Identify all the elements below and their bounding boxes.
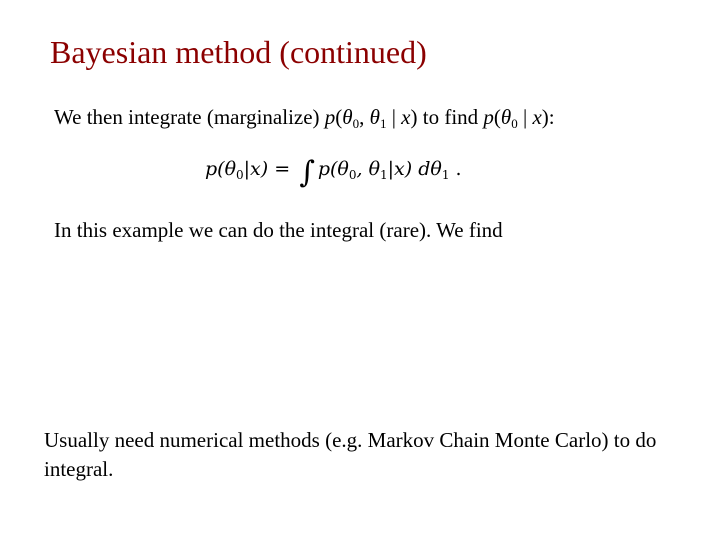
intro-paren-close: ) <box>410 105 418 129</box>
eq-rhs-sub0: 0 <box>348 168 357 182</box>
marginal-equation <box>205 155 462 190</box>
eq-lhs-sub: 0 <box>236 168 244 182</box>
intro-paren-open: ( <box>335 105 343 129</box>
intro-paren-close2: ) <box>541 105 549 129</box>
integral-sign: ∫ <box>299 155 315 190</box>
intro-given: | <box>386 105 402 129</box>
intro-sub1: 1 <box>379 116 387 131</box>
eq-d-sub: 1 <box>441 168 450 182</box>
intro-prefix: We then integrate (marginalize) <box>54 105 325 129</box>
intro-x: x <box>401 105 411 129</box>
example-text: In this example we can do the integral (rare). We find <box>54 218 503 242</box>
intro-p1: p <box>324 105 336 129</box>
eq-lhs: p(θ <box>205 158 237 180</box>
eq-rhs-mid: , θ <box>356 158 381 180</box>
intro-theta0b: θ <box>500 105 512 129</box>
intro-sub0: 0 <box>352 116 360 131</box>
intro-x2: x <box>532 105 542 129</box>
intro-theta1: θ <box>369 105 380 129</box>
slide-title: Bayesian method (continued) <box>50 34 427 70</box>
eq-rhs-rest: |x) dθ <box>387 158 442 180</box>
intro-line <box>54 105 555 132</box>
eq-rhs-sub1: 1 <box>380 168 388 182</box>
intro-given2: | <box>517 105 533 129</box>
intro-colon: : <box>548 105 555 129</box>
intro-p2: p <box>483 105 494 129</box>
footer-text: Usually need numerical methods (e.g. Markov Chain Monte Carlo) to do integral. <box>44 428 657 481</box>
intro-middle: to find <box>417 105 484 129</box>
eq-end: . <box>449 158 462 180</box>
intro-comma: , <box>359 105 370 129</box>
eq-lhs-rest: |x) = <box>243 158 297 180</box>
intro-paren-open2: ( <box>493 105 501 129</box>
intro-sub0b: 0 <box>511 116 518 131</box>
intro-theta0: θ <box>342 105 353 129</box>
eq-rhs: p(θ <box>317 158 349 180</box>
